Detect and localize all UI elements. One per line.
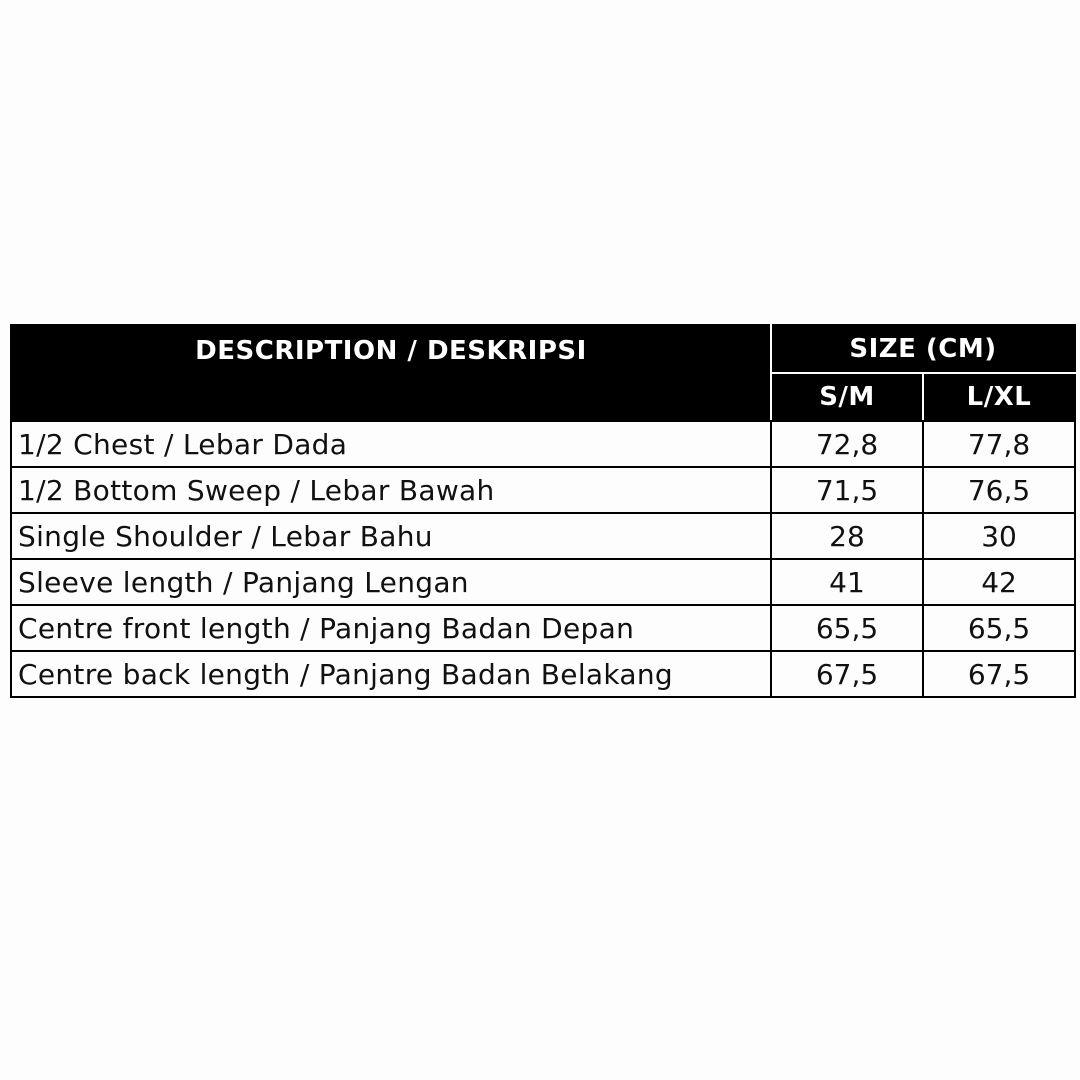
table-row xyxy=(11,467,1075,513)
row-value-lxl: 77,8 xyxy=(923,421,1075,467)
row-value-sm: 67,5 xyxy=(771,651,923,697)
row-value-lxl: 67,5 xyxy=(923,651,1075,697)
row-value-sm: 65,5 xyxy=(771,605,923,651)
size-lxl-header: L/XL xyxy=(923,373,1075,421)
header-row-top xyxy=(11,325,1075,373)
row-description: Centre back length / Panjang Badan Belakang xyxy=(11,651,771,697)
size-group-header: SIZE (CM) xyxy=(771,325,1075,373)
table-row xyxy=(11,513,1075,559)
row-description: 1/2 Chest / Lebar Dada xyxy=(11,421,771,467)
row-value-lxl: 42 xyxy=(923,559,1075,605)
row-value-lxl: 65,5 xyxy=(923,605,1075,651)
row-description: Single Shoulder / Lebar Bahu xyxy=(11,513,771,559)
row-value-sm: 41 xyxy=(771,559,923,605)
table-row xyxy=(11,605,1075,651)
size-chart-table xyxy=(10,324,1076,698)
row-value-sm: 28 xyxy=(771,513,923,559)
table-body xyxy=(11,421,1075,697)
row-value-lxl: 76,5 xyxy=(923,467,1075,513)
row-description: Centre front length / Panjang Badan Depan xyxy=(11,605,771,651)
table-row xyxy=(11,651,1075,697)
row-description: Sleeve length / Panjang Lengan xyxy=(11,559,771,605)
row-value-lxl: 30 xyxy=(923,513,1075,559)
description-column-header: DESCRIPTION / DESKRIPSI xyxy=(11,325,771,421)
table-header xyxy=(11,325,1075,421)
row-value-sm: 72,8 xyxy=(771,421,923,467)
table-row xyxy=(11,559,1075,605)
row-description: 1/2 Bottom Sweep / Lebar Bawah xyxy=(11,467,771,513)
size-sm-header: S/M xyxy=(771,373,923,421)
row-value-sm: 71,5 xyxy=(771,467,923,513)
table-row xyxy=(11,421,1075,467)
